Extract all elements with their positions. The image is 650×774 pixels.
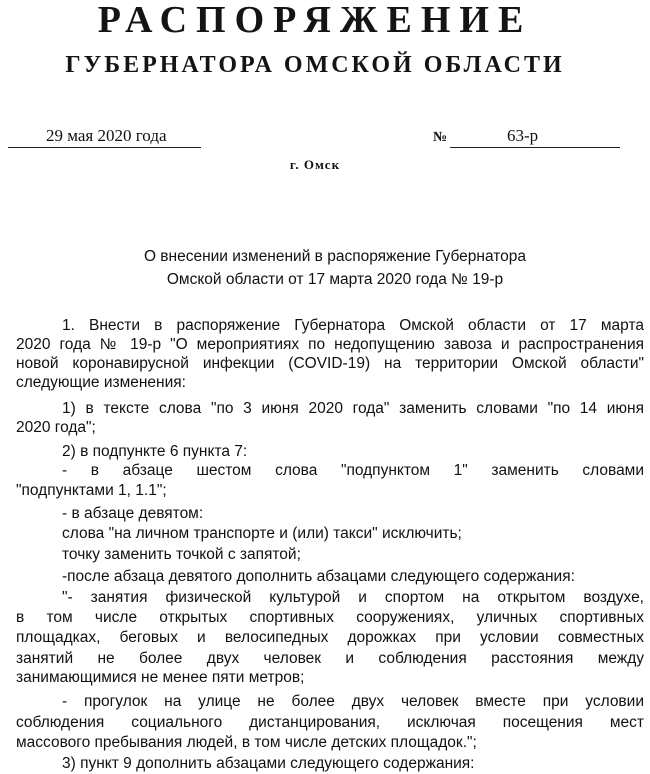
- body-line: 2020 года";: [16, 419, 96, 436]
- body-line: 3) пункт 9 дополнить абзацами следующего содержания:: [62, 755, 475, 772]
- number-underline: [450, 147, 620, 148]
- body-line: в том числе открытых спортивных сооружениях, уличных спортивных: [16, 609, 644, 626]
- subject-line-1: О внесении изменений в распоряжение Губернатора: [143, 248, 527, 265]
- body-line: занятий не более двух человек и соблюдения расстояния между: [16, 650, 644, 667]
- body-line: 1. Внести в распоряжение Губернатора Омской области от 17 марта: [62, 317, 644, 334]
- number-label: №: [433, 130, 448, 145]
- body-line: следующие изменения:: [16, 374, 186, 391]
- document-number: 63-р: [507, 126, 539, 145]
- document-city: г. Омск: [289, 157, 341, 172]
- body-line: - в абзаце девятом:: [62, 505, 204, 522]
- body-line: "подпунктами 1, 1.1";: [16, 482, 167, 499]
- body-line: 1) в тексте слова "по 3 июня 2020 года" заменить словами "по 14 июня: [62, 400, 644, 417]
- body-line: -после абзаца девятого дополнить абзацами следующего содержания:: [62, 568, 575, 585]
- subject-line-2: Омской области от 17 марта 2020 года № 19-р: [166, 271, 504, 288]
- body-line: слова "на личном транспорте и (или) такси" исключить;: [62, 525, 462, 542]
- document-subtitle: ГУБЕРНАТОРА ОМСКОЙ ОБЛАСТИ: [65, 52, 565, 78]
- body-line: "- занятия физической культурой и спортом на открытом воздухе,: [62, 589, 644, 606]
- body-line: занимающимися не менее пяти метров;: [16, 669, 305, 686]
- body-line: 2) в подпункте 6 пункта 7:: [62, 443, 248, 460]
- body-line: точку заменить точкой с запятой;: [62, 546, 301, 563]
- document-title: РАСПОРЯЖЕНИЕ: [97, 0, 533, 41]
- body-line: - прогулок на улице не более двух человек вместе при условии: [62, 693, 644, 710]
- body-line: площадках, беговых и велосипедных дорожках при условии совместных: [16, 629, 644, 646]
- date-underline: [8, 147, 201, 148]
- body-line: 2020 года № 19-р "О мероприятиях по недопущению завоза и распространения: [16, 336, 644, 353]
- body-line: соблюдения социального дистанцирования, исключая посещения мест: [16, 714, 644, 731]
- body-line: - в абзаце шестом слова "подпунктом 1" заменить словами: [62, 462, 644, 479]
- body-line: массового пребывания людей, в том числе детских площадок.";: [16, 734, 477, 751]
- document-date: 29 мая 2020 года: [46, 126, 167, 145]
- body-line: новой коронавирусной инфекции (COVID-19) на территории Омской области": [16, 355, 644, 372]
